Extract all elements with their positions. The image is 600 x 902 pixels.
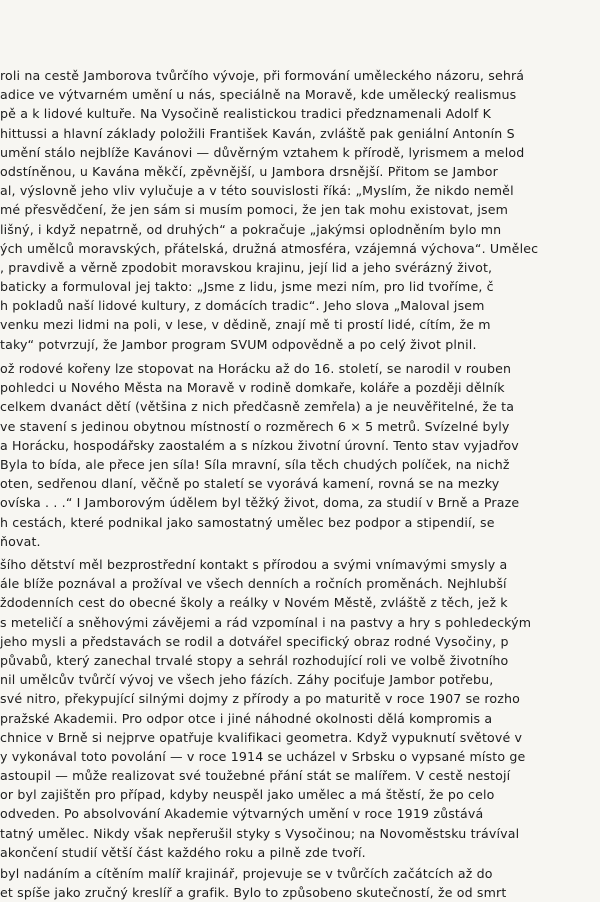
- text-line: jeho mysli a představách se rodil a dotvářel specifický obraz rodné Vysočiny, p: [0, 633, 509, 649]
- text-line: pě a k lidové kultuře. Na Vysočině realistickou tradici předznamenali Adolf K: [0, 106, 491, 122]
- text-line: své nitro, překypující silnými dojmy z přírody a po maturitě v roce 1907 se rozho: [0, 691, 521, 707]
- text-line: ovíska . . .“ I Jamborovým údělem byl těžký život, doma, za studií v Brně a Praze: [0, 495, 520, 511]
- text-line: ňovat.: [0, 533, 41, 549]
- text-line: roli na cestě Jamborova tvůrčího vývoje, při formování uměleckého názoru, sehrá: [0, 68, 525, 83]
- text-line: tatný umělec. Nikdy však nepřerušil styky s Vysočinou; na Novoměstsku trávíval: [0, 825, 520, 841]
- text-line: , pravdivě a věrně zpodobit moravskou krajinu, její lid a jeho svérázný život,: [0, 259, 493, 275]
- text-line: s meteličí a sněhovými závějemi a rád vzpomínal i na pastvy a hry s pohledeckým: [0, 614, 532, 630]
- text-line: byl nadáním a cítěním malíř krajinář, projevuje se v tvůrčích začátcích až do: [0, 866, 493, 881]
- text-line: venku mezi lidmi na poli, v lese, v dědině, znají mě ti prostí lidé, cítím, že m: [0, 317, 491, 333]
- text-line: nil umělcův tvůrčí vývoj ve všech jeho fázích. Záhy pociťuje Jambor potřebu,: [0, 672, 494, 688]
- paragraph: [0, 555, 600, 862]
- text-line: pražské Akademii. Pro odpor otce i jiné náhodné okolnosti dělá kompromis a: [0, 710, 493, 726]
- text-line: h cestách, které podnikal jako samostatný umělec bez podpor a stipendií, se: [0, 514, 495, 530]
- text-line: ždodenních cest do obecné školy a reálky v Novém Městě, zvláště z těch, jež k: [0, 595, 508, 611]
- text-line: hittussi a hlavní základy položili František Kaván, zvláště pak geniální Antonín S: [0, 125, 515, 141]
- text-line: ož rodové kořeny lze stopovat na Horácku až do 16. století, se narodil v rouben: [0, 361, 512, 376]
- text-line: taky“ potvrzují, že Jambor program SVUM odpovědně a po celý život plnil.: [0, 336, 477, 352]
- text-line: Byla to bída, ale přece jen síla! Síla mravní, síla těch chudých políček, na nichž: [0, 456, 510, 472]
- text-line: et spíše jako zručný kreslíř a grafik. Bylo to způsobeno skutečností, že od smrt: [0, 885, 507, 901]
- text-line: adice ve výtvarném umění u nás, speciálně na Moravě, kde umělecký realismus: [0, 87, 517, 103]
- text-line: a Horácku, hospodářsky zaostalém a s nízkou životní úrovní. Tento stav vyjadřov: [0, 437, 519, 453]
- text-line: šího dětství měl bezprostřední kontakt s přírodou a svými vnímavými smysly a: [0, 557, 508, 572]
- text-line: astoupil — může realizovat své toužebné přání stát se malířem. V cestě nestojí: [0, 768, 511, 784]
- text-line: pohledci u Nového Města na Moravě v rodině domkaře, koláře a později dělník: [0, 380, 505, 396]
- text-line: y vykonával toto povolání — v roce 1914 se ucházel v Srbsku o vypsané místo ge: [0, 748, 526, 764]
- text-line: ých umělců moravských, přátelská, družná atmosféra, vzájemná výchova“. Umělec: [0, 240, 539, 256]
- text-line: mé přesvědčení, že jen sám si musím pomoci, že jen tak mohu existovat, jsem: [0, 202, 509, 218]
- text-line: al, výslovně jeho vliv vylučuje a v této souvislosti říká: „Myslím, že nikdo neměl: [0, 183, 514, 199]
- text-line: oten, sedřenou dlaní, věčně po staletí se vyorává kamení, rovná se na mezky: [0, 476, 500, 492]
- text-line: chnice v Brně si nejprve opatřuje kvalifikaci geometra. Když vypuknutí světové v: [0, 729, 523, 745]
- paragraph: [0, 359, 600, 551]
- paragraph: [0, 66, 600, 354]
- text-line: půvabů, který zanechal trvalé stopy a sehrál rozhodující roli ve volbě životního: [0, 652, 509, 668]
- text-line: lišný, i když nepatrně, od druhých“ a pokračuje „jakýmsi oplodněním bylo mn: [0, 221, 502, 237]
- text-line: h pokladů naší lidové kultury, z domácích tradic“. Jeho slova „Maloval jsem: [0, 298, 485, 314]
- text-line: ále blíže poznával a prožíval ve všech denních a ročních proměnách. Nejhlubší: [0, 576, 507, 592]
- text-line: odstíněnou, u Kavána měkčí, zpěvnější, u Jambora drsnější. Přitom se Jambor: [0, 163, 498, 179]
- text-line: ve stavení s jedinou obytnou místností o rozměrech 6 × 5 metrů. Svízelné byly: [0, 418, 510, 434]
- text-line: akončení studií větší část každého roku a pilně zde tvoří.: [0, 844, 366, 860]
- text-line: or byl zajištěn pro případ, kdyby neuspěl jako umělec a má štěstí, že po celo: [0, 787, 495, 803]
- text-line: baticky a formuloval jej takto: „Jsme z lidu, jsme mezi ním, pro lid tvoříme, č: [0, 279, 494, 295]
- paragraph: [0, 864, 600, 902]
- text-line: odveden. Po absolvování Akademie výtvarných umění v roce 1919 zůstává: [0, 806, 484, 822]
- text-line: umění stálo nejblíže Kavánovi — důvěrným vztahem k přírodě, lyrismem a melod: [0, 144, 525, 160]
- text-line: celkem dvanáct dětí (většina z nich předčasně zemřela) a je neuvěřitelné, že ta: [0, 399, 515, 415]
